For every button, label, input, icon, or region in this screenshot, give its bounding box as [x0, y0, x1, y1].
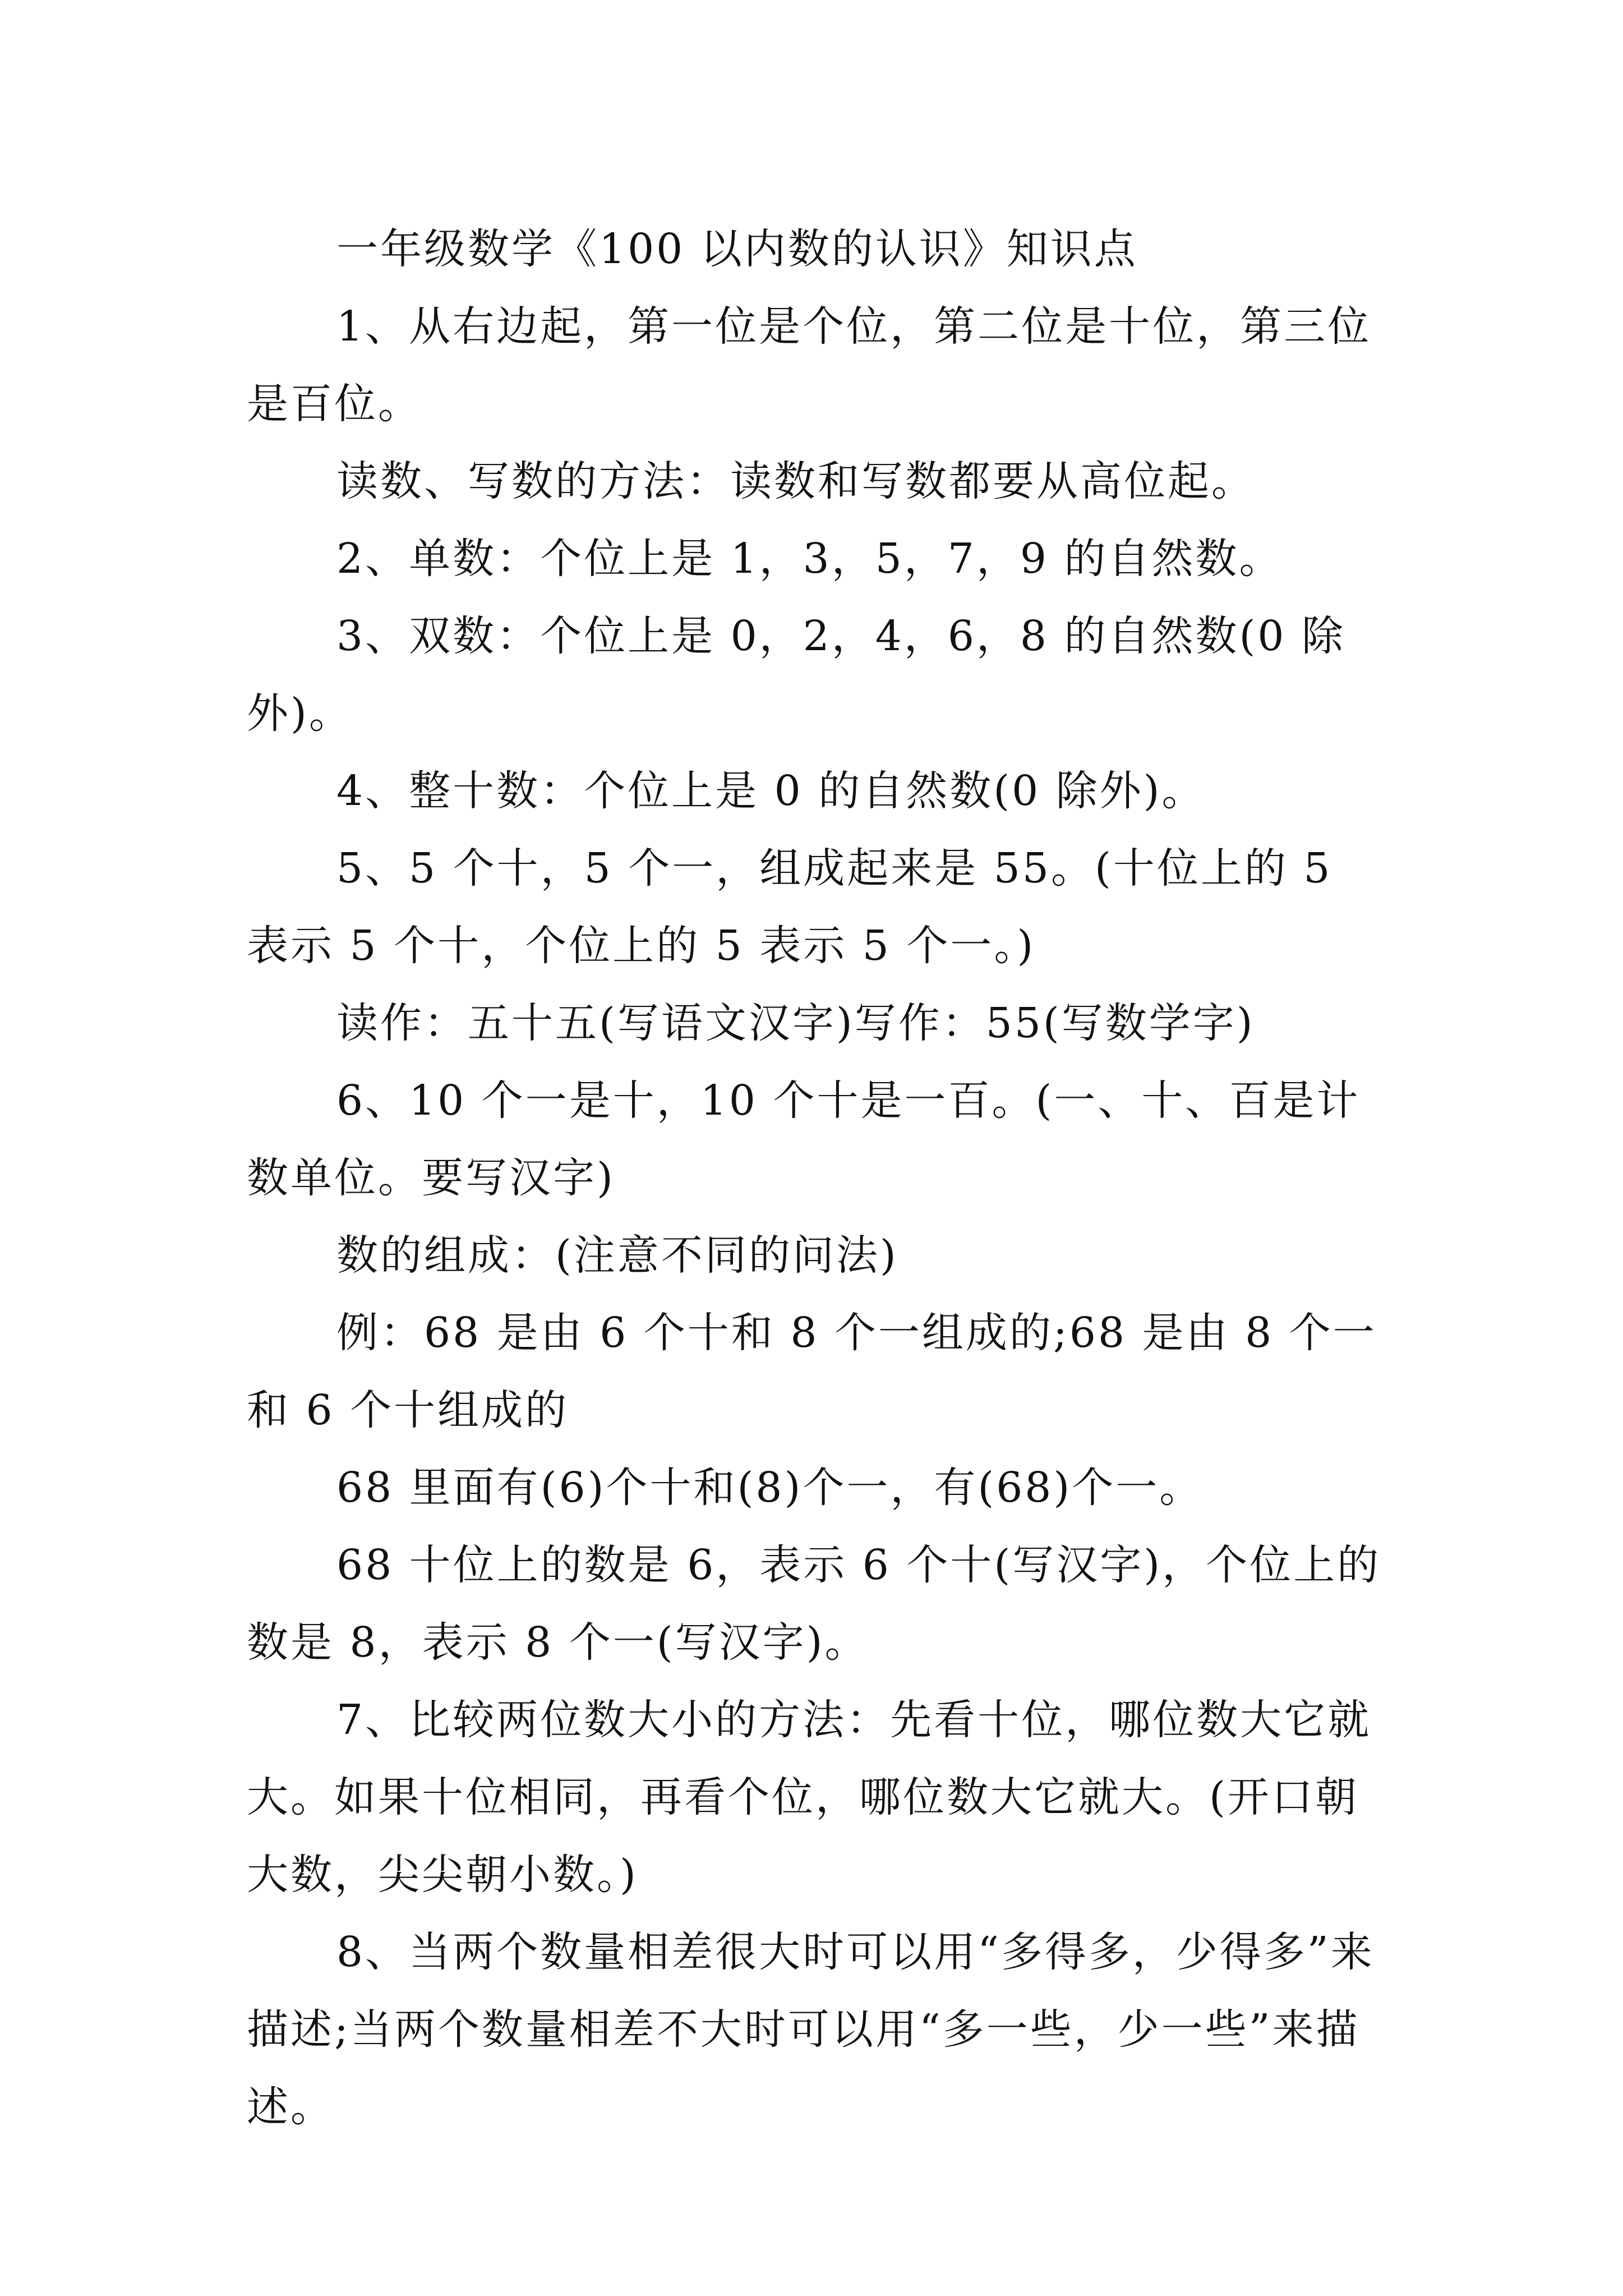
- paragraph-68-digits: 68 十位上的数是 6，表示 6 个十(写汉字)，个位上的数是 8，表示 8 个一(写汉字)。: [247, 1541, 1381, 1667]
- document-body: [247, 210, 1385, 2146]
- paragraph-even-numbers: 3、双数：个位上是 0，2，4，6，8 的自然数(0 除外)。: [247, 612, 1346, 738]
- paragraph-odd-numbers: 2、单数：个位上是 1，3，5，7，9 的自然数。: [336, 535, 1283, 583]
- paragraph-composition-55: 5、5 个十，5 个一，组成起来是 55。(十位上的 5 表示 5 个十，个位上的 5 表示 5 个一。): [247, 844, 1332, 970]
- paragraph-whole-tens: 4、整十数：个位上是 0 的自然数(0 除外)。: [336, 767, 1206, 815]
- paragraph-counting-units: 6、10 个一是十，10 个十是一百。(一、十、百是计数单位。要写汉字): [247, 1076, 1361, 1202]
- paragraph-read-write-method: 读数、写数的方法：读数和写数都要从高位起。: [336, 457, 1255, 505]
- document-title: 一年级数学《100 以内数的认识》知识点: [336, 225, 1138, 273]
- paragraph-number-composition-heading: 数的组成：(注意不同的问法): [336, 1231, 898, 1280]
- paragraph-read-write-55: 读作：五十五(写语文汉字)写作：55(写数学字): [336, 999, 1255, 1047]
- paragraph-place-value: 1、从右边起，第一位是个位，第二位是十位，第三位是百位。: [247, 302, 1372, 428]
- paragraph-68-contains: 68 里面有(6)个十和(8)个一，有(68)个一。: [336, 1464, 1204, 1512]
- paragraph-example-68: 例：68 是由 6 个十和 8 个一组成的;68 是由 8 个一和 6 个十组成的: [247, 1309, 1377, 1434]
- paragraph-quantity-difference: 8、当两个数量相差很大时可以用“多得多，少得多”来描述;当两个数量相差不大时可以用“多一些，少一些”来描述。: [247, 1928, 1375, 2131]
- paragraph-compare-numbers: 7、比较两位数大小的方法：先看十位，哪位数大它就大。如果十位相同，再看个位，哪位数大它就大。(开口朝大数，尖尖朝小数。): [247, 1696, 1372, 1899]
